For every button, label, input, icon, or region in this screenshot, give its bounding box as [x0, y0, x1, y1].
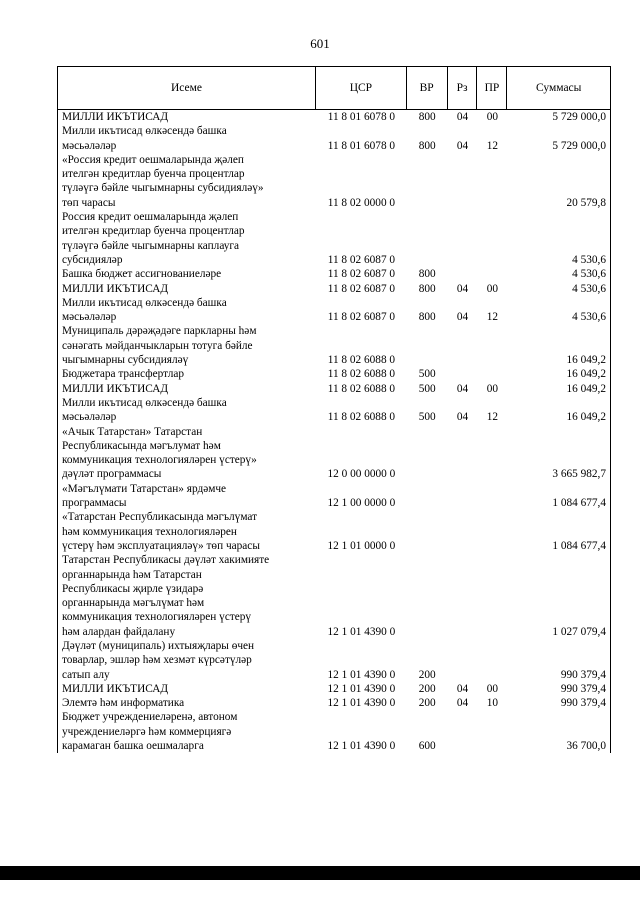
row-name-line: Бюджетара трансфертлар [62, 368, 185, 381]
table-row [58, 510, 610, 553]
row-sum: 1 084 677,4 [552, 497, 607, 510]
header-csr: ЦСР [316, 67, 407, 109]
row-name [58, 382, 316, 396]
row-vr: 500 [418, 382, 436, 395]
row-name-line: сәнәгать мәйданчыкларын тотуга бәйле [62, 339, 253, 352]
row-sum: 5 729 000,0 [552, 111, 607, 123]
header-rz: Рз [448, 67, 478, 109]
row-vr: 200 [418, 697, 436, 710]
row-name-line: Россия кредит оешмаларында җәлеп [62, 211, 239, 224]
row-rz: 04 [456, 139, 469, 152]
row-csr: 11 8 02 6087 0 [327, 282, 396, 295]
row-name [58, 124, 316, 153]
row-sum: 4 530,6 [572, 253, 607, 266]
row-csr: 11 8 02 0000 0 [327, 196, 396, 209]
row-pr: 00 [486, 682, 499, 695]
row-pr: 00 [486, 382, 499, 395]
row-name [58, 553, 316, 639]
row-name [58, 510, 316, 553]
row-pr: 10 [486, 697, 499, 710]
row-name-line: сатып алу [62, 668, 110, 681]
row-name-line: Башка бюджет ассигнованиеләре [62, 268, 222, 281]
table-row [58, 282, 610, 296]
row-name-line: мәсьәләләр [62, 311, 117, 324]
page-number: 601 [310, 36, 330, 51]
row-name-line: мәсьәләләр [62, 139, 117, 152]
row-csr: 12 1 01 4390 0 [327, 697, 396, 710]
row-name [58, 396, 316, 425]
table-row [58, 110, 610, 124]
row-vr: 500 [418, 411, 436, 424]
row-name-line: программасы [62, 497, 127, 510]
row-name-line: «Ачык Татарстан» Татарстан [62, 425, 203, 438]
row-name-line: түләүгә бәйле чыгымнарны субсидияләү» [62, 182, 264, 195]
row-name-line: МИЛЛИ ИКЪТИСАД [62, 682, 169, 695]
row-name-line: Милли икътисад өлкәсендә башка [62, 125, 227, 138]
row-name [58, 324, 316, 367]
row-vr: 500 [418, 368, 436, 381]
row-name [58, 153, 316, 210]
row-sum: 990 379,4 [560, 668, 607, 681]
row-vr: 200 [418, 682, 436, 695]
row-name-line: Милли икътисад өлкәсендә башка [62, 296, 227, 309]
row-pr: 12 [486, 311, 499, 324]
row-csr: 11 8 02 6087 0 [327, 268, 396, 281]
table-row [58, 639, 610, 682]
table-row [58, 710, 610, 753]
row-sum: 4 530,6 [572, 268, 607, 281]
row-name-line: учреждениеләргә һәм коммерциягә [62, 725, 232, 738]
row-sum: 16 049,2 [566, 411, 607, 424]
row-name-line: коммуникация технологияләрен үстерү» [62, 454, 257, 467]
row-vr: 800 [418, 282, 436, 295]
row-name-line: Бюджет учреждениеләренә, автоном [62, 711, 238, 724]
row-csr: 12 1 01 4390 0 [327, 682, 396, 695]
header-pr: ПР [477, 67, 507, 109]
table-row [58, 382, 610, 396]
row-name-line: ителгән кредитлар буенча процентлар [62, 168, 245, 181]
row-name-line: Республикасы җирле үзидарә [62, 582, 204, 595]
row-sum: 3 665 982,7 [552, 468, 607, 481]
row-csr: 11 8 02 6088 0 [327, 382, 396, 395]
row-name-line: Республикасында мәгълумат һәм [62, 439, 221, 452]
row-name-line: Милли икътисад өлкәсендә башка [62, 396, 227, 409]
header-vr: ВР [407, 67, 448, 109]
table-row [58, 425, 610, 482]
table-row [58, 396, 610, 425]
table-row [58, 124, 610, 153]
row-csr: 11 8 02 6088 0 [327, 354, 396, 367]
table-header [57, 66, 611, 110]
table-row [58, 324, 610, 367]
row-name [58, 210, 316, 267]
row-name-line: ителгән кредитлар буенча процентлар [62, 225, 245, 238]
row-name [58, 696, 316, 710]
row-name-line: «Мәгълүмати Татарстан» ярдәмче [62, 482, 227, 495]
row-sum: 990 379,4 [560, 682, 607, 695]
row-name-line: һәм алардан файдалану [62, 625, 176, 638]
row-name [58, 482, 316, 511]
row-csr: 11 8 01 6078 0 [327, 139, 396, 152]
row-csr: 12 1 01 4390 0 [327, 625, 396, 638]
table-row [58, 296, 610, 325]
row-name-line: коммуникация технологияләрен үстерү [62, 611, 252, 624]
row-name-line: карамаган башка оешмаларга [62, 740, 204, 753]
table-row [58, 153, 610, 210]
row-name-line: МИЛЛИ ИКЪТИСАД [62, 282, 169, 295]
row-sum: 16 049,2 [566, 368, 607, 381]
row-name-line: субсидияләр [62, 253, 123, 266]
table-row [58, 210, 610, 267]
row-sum: 4 530,6 [572, 282, 607, 295]
row-name-line: «Россия кредит оешмаларында җәлеп [62, 153, 244, 166]
row-name-line: Муниципаль дәрәҗәдәге паркларны һәм [62, 325, 257, 338]
row-name-line: МИЛЛИ ИКЪТИСАД [62, 382, 169, 395]
row-name-line: органнарында һәм Татарстан [62, 568, 202, 581]
row-name [58, 367, 316, 381]
row-sum: 16 049,2 [566, 382, 607, 395]
row-name [58, 710, 316, 753]
row-rz: 04 [456, 411, 469, 424]
row-pr: 12 [486, 411, 499, 424]
row-sum: 4 530,6 [572, 311, 607, 324]
row-name-line: «Татарстан Республикасында мәгълүмат [62, 511, 258, 524]
row-sum: 990 379,4 [560, 697, 607, 710]
table-row [58, 553, 610, 639]
row-pr: 12 [486, 139, 499, 152]
row-rz: 04 [456, 697, 469, 710]
row-name-line: мәсьәләләр [62, 411, 117, 424]
row-csr: 12 0 00 0000 0 [327, 468, 396, 481]
row-name-line: чыгымнарны субсидияләү [62, 354, 189, 367]
row-vr: 800 [418, 139, 436, 152]
row-name [58, 639, 316, 682]
row-name [58, 282, 316, 296]
row-sum: 5 729 000,0 [552, 139, 607, 152]
row-csr: 12 1 01 4390 0 [327, 740, 396, 753]
row-pr: 00 [486, 111, 499, 123]
header-name: Исеме [58, 67, 316, 109]
row-rz: 04 [456, 682, 469, 695]
row-name-line: Дәүләт (муниципаль) ихтыяҗлары өчен [62, 639, 255, 652]
table-row [58, 696, 610, 710]
row-csr: 11 8 02 6087 0 [327, 311, 396, 324]
row-sum: 36 700,0 [566, 740, 607, 753]
row-pr: 00 [486, 282, 499, 295]
row-rz: 04 [456, 382, 469, 395]
row-name [58, 682, 316, 696]
row-name-line: дәүләт программасы [62, 468, 162, 481]
budget-table [57, 66, 611, 753]
table-row [58, 482, 610, 511]
row-name-line: органнарында мәгълүмат һәм [62, 597, 205, 610]
row-csr: 11 8 02 6088 0 [327, 411, 396, 424]
row-csr: 11 8 02 6087 0 [327, 253, 396, 266]
row-vr: 800 [418, 311, 436, 324]
row-name [58, 296, 316, 325]
row-name-line: үстерү һәм эксплуатацияләү» төп чарасы [62, 539, 260, 552]
row-csr: 11 8 01 6078 0 [327, 111, 396, 123]
row-csr: 11 8 02 6088 0 [327, 368, 396, 381]
header-sum: Суммасы [535, 82, 582, 94]
row-vr: 600 [418, 740, 436, 753]
row-rz: 04 [456, 282, 469, 295]
scan-border [0, 866, 640, 880]
row-vr: 200 [418, 668, 436, 681]
row-name-line: төп чарасы [62, 196, 116, 209]
row-csr: 12 1 01 4390 0 [327, 668, 396, 681]
row-name [58, 267, 316, 281]
table-row [58, 267, 610, 281]
row-sum: 20 579,8 [566, 196, 607, 209]
row-sum: 1 084 677,4 [552, 539, 607, 552]
row-name-line: Элемтә һәм информатика [62, 697, 185, 710]
table-row [58, 367, 610, 381]
row-csr: 12 1 00 0000 0 [327, 497, 396, 510]
row-name-line: һәм коммуникация технологияләрен [62, 525, 237, 538]
table-body [57, 110, 611, 753]
row-rz: 04 [456, 311, 469, 324]
row-name [58, 110, 316, 124]
row-name-line: МИЛЛИ ИКЪТИСАД [62, 111, 169, 123]
row-csr: 12 1 01 0000 0 [327, 539, 396, 552]
row-vr: 800 [418, 111, 436, 123]
row-name-line: Татарстан Республикасы дәүләт хакимияте [62, 554, 270, 567]
row-name-line: түләүгә бәйле чыгымнарны каплауга [62, 239, 240, 252]
row-name [58, 425, 316, 482]
row-rz: 04 [456, 111, 469, 123]
row-sum: 1 027 079,4 [552, 625, 607, 638]
row-name-line: товарлар, эшләр һәм хезмәт күрсәтүләр [62, 654, 252, 667]
table-row [58, 682, 610, 696]
row-vr: 800 [418, 268, 436, 281]
row-sum: 16 049,2 [566, 354, 607, 367]
